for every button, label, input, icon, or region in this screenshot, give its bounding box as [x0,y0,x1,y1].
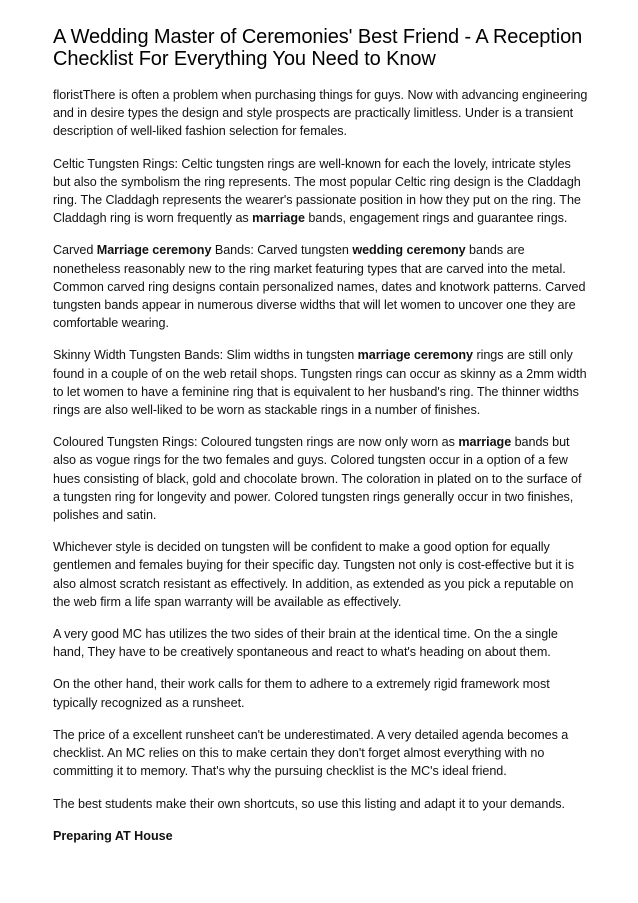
paragraph-text: Coloured Tungsten Rings: Coloured tungsten rings are now only worn as [53,435,459,450]
body-paragraph [53,346,591,419]
paragraph-text: bands are nonetheless reasonably new to the ring market featuring types that are carved into the metal. Common carved ring designs contain personalized names, dates and knotwork patterns. Carved tungsten bands appear in numerous diverse widths that will let women to uncover one they are comfortable wearing. [53,243,586,331]
paragraph-text: A very good MC has utilizes the two sides of their brain at the identical time. On the a single hand, They have to be creatively spontaneous and react to what's heading on about them. [53,627,558,660]
paragraph-text: bands, engagement rings and guarantee rings. [304,211,568,226]
body-paragraph [53,433,591,524]
paragraph-text: Celtic Tungsten Rings: Celtic tungsten rings are well-known for each the lovely, intricate styles but also the symbolism the ring represents. The most popular Celtic ring design is the Claddagh ring. The Claddagh represents the wearer's passionate position in how they put on the ring. The Claddagh ring is worn frequently as [53,156,581,226]
paragraph-text: The price of a excellent runsheet can't be underestimated. A very detailed agenda becomes a checklist. An MC relies on this to make certain they don't forget almost everything with no committing it to memory. That's why the pursuing checklist is the MC's ideal friend. [53,727,569,779]
bold-keyword: marriage [458,435,512,450]
paragraph-text: Carved [53,243,97,258]
paragraph-text: On the other hand, their work calls for them to adhere to a extremely rigid framework most typically recognized as a runsheet. [53,677,550,710]
bold-keyword: wedding ceremony [352,243,466,258]
bold-keyword: marriage ceremony [357,348,474,363]
bold-keyword: marriage [252,211,305,226]
paragraph-text: bands but also as vogue rings for the two females and guys. Colored tungsten occur in a option of a few hues consisting of black, gold and chocolate brown. The coloration in plated on to the surface of a tungsten ring for longevity and power. Colored tungsten rings generally occur in two finishes, polishes and satin. [53,435,582,523]
paragraph-text: rings are still only found in a couple of on the web retail shops. Tungsten rings can occur as skinny as a 2mm width to let women to have a feminine ring that is equivalent to her husband's ring. The thinner widths rings are also well-liked to be worn as stackable rings in a number of finishes. [53,348,587,418]
bold-keyword: Marriage ceremony [96,243,212,258]
body-paragraph [53,538,591,611]
body-paragraph [53,675,591,711]
body-paragraph [53,795,591,813]
section-heading: Preparing AT House [53,828,173,843]
document-body [53,86,591,813]
body-paragraph [53,726,591,781]
paragraph-text: floristThere is often a problem when purchasing things for guys. Now with advancing engineering and in desire types the design and style prospects are practically limitless. Under is a transient description of well-liked fashion selection for females. [53,88,588,139]
document-title: A Wedding Master of Ceremonies' Best Friend - A Reception Checklist For Everything You Need to Know [53,26,583,70]
body-paragraph [53,625,591,661]
paragraph-text: The best students make their own shortcuts, so use this listing and adapt it to your demands. [53,796,565,811]
document-page [53,26,591,845]
paragraph-text: Bands: Carved tungsten [211,243,353,258]
paragraph-text: Whichever style is decided on tungsten will be confident to make a good option for equally gentlemen and females buying for their specific day. Tungsten not only is cost-effective but it is also almost scratch resistant as effectively. In addition, as extended as you pick a reputable on the web firm a life span warranty will be available as effectively. [53,540,575,609]
body-paragraph [53,241,591,332]
body-paragraph [53,155,591,228]
paragraph-text: Skinny Width Tungsten Bands: Slim widths in tungsten [53,348,358,363]
body-paragraph [53,86,591,141]
